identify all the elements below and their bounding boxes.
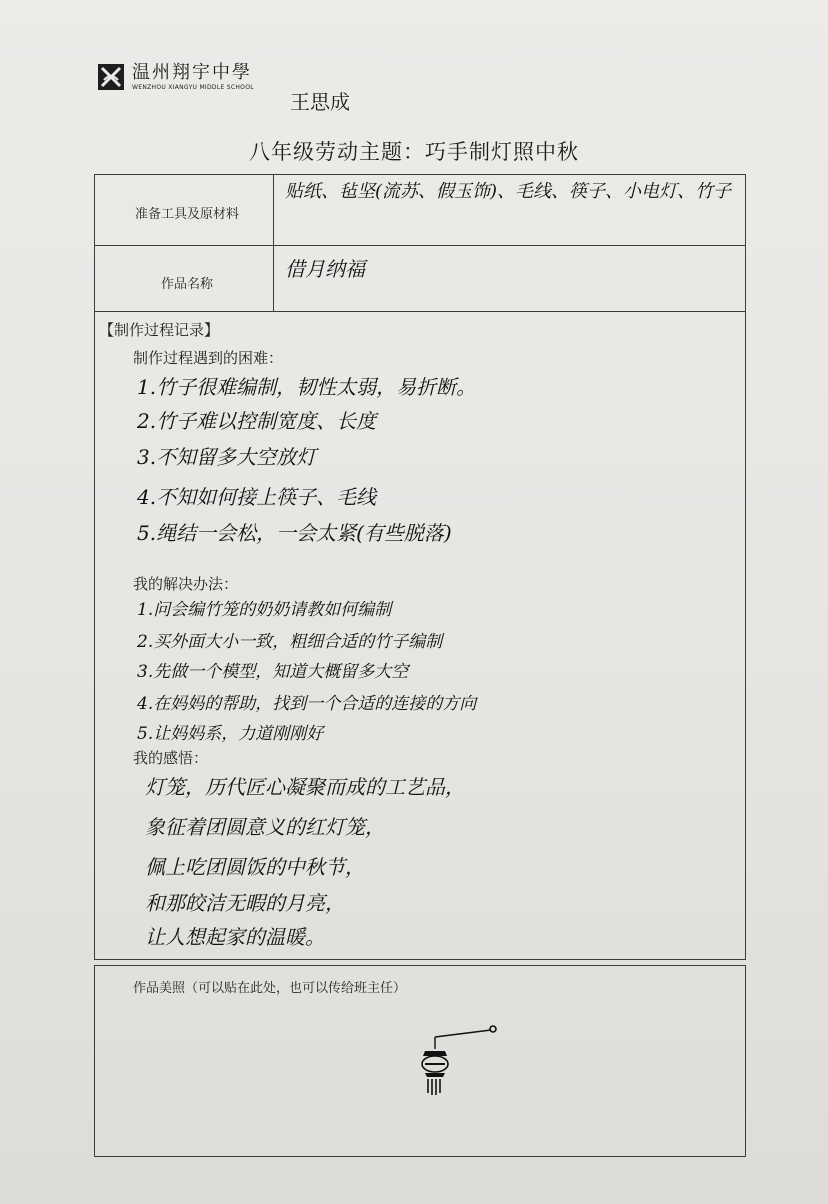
row-divider — [95, 245, 745, 246]
difficulty-item: 3.不知留多大空放灯 — [137, 445, 317, 469]
school-logo — [96, 62, 254, 92]
reflection-line: 让人想起家的温暖。 — [145, 925, 325, 949]
student-name: 王思成 — [290, 90, 350, 114]
row-divider — [95, 965, 745, 966]
materials-label: 准备工具及原材料 — [135, 207, 240, 222]
lantern-sketch-icon — [407, 1023, 497, 1113]
materials-value: 贴纸、毡坚(流苏、假玉饰)、毛线、筷子、小电灯、竹子 — [285, 181, 732, 202]
school-name-en: WENZHOU XIANGYU MIDDLE SCHOOL — [132, 83, 254, 91]
work-name-label: 作品名称 — [161, 277, 214, 292]
reflection-line: 佩上吃团圆饭的中秋节， — [145, 855, 365, 879]
reflection-line: 象征着团圆意义的红灯笼， — [145, 815, 385, 839]
page-title: 八年级劳动主题：巧手制灯照中秋 — [249, 140, 579, 164]
photo-label: 作品美照（可以贴在此处，也可以传给班主任） — [133, 981, 407, 996]
solutions-label: 我的解决办法： — [133, 575, 239, 593]
school-emblem-icon — [96, 62, 126, 92]
work-name-value: 借月纳福 — [285, 257, 365, 281]
reflection-label: 我的感悟： — [133, 749, 209, 767]
solution-item: 3.先做一个模型，知道大概留多大空 — [137, 662, 409, 682]
solution-item: 5.让妈妈系，力道刚刚好 — [137, 724, 324, 744]
difficulty-item: 5.绳结一会松，一会太紧(有些脱落) — [137, 521, 452, 545]
school-name-cn: 温州翔宇中學 — [132, 61, 252, 83]
reflection-line: 灯笼，历代匠心凝聚而成的工艺品， — [145, 775, 465, 799]
difficulty-item: 1.竹子很难编制，韧性太弱，易折断。 — [137, 375, 477, 399]
process-header: 【制作过程记录】 — [99, 321, 220, 339]
solution-item: 2.买外面大小一致，粗细合适的竹子编制 — [137, 632, 443, 652]
solution-item: 1.问会编竹笼的奶奶请教如何编制 — [137, 600, 392, 620]
record-form — [94, 174, 746, 960]
difficulty-item: 2.竹子难以控制宽度、长度 — [137, 409, 377, 433]
reflection-line: 和那皎洁无暇的月亮， — [145, 891, 345, 915]
column-divider — [273, 175, 274, 311]
solution-item: 4.在妈妈的帮助，找到一个合适的连接的方向 — [137, 694, 477, 714]
row-divider — [95, 311, 745, 312]
difficulties-label: 制作过程遇到的困难： — [133, 349, 284, 367]
difficulty-item: 4.不知如何接上筷子、毛线 — [137, 485, 377, 509]
photo-section — [94, 965, 746, 1157]
